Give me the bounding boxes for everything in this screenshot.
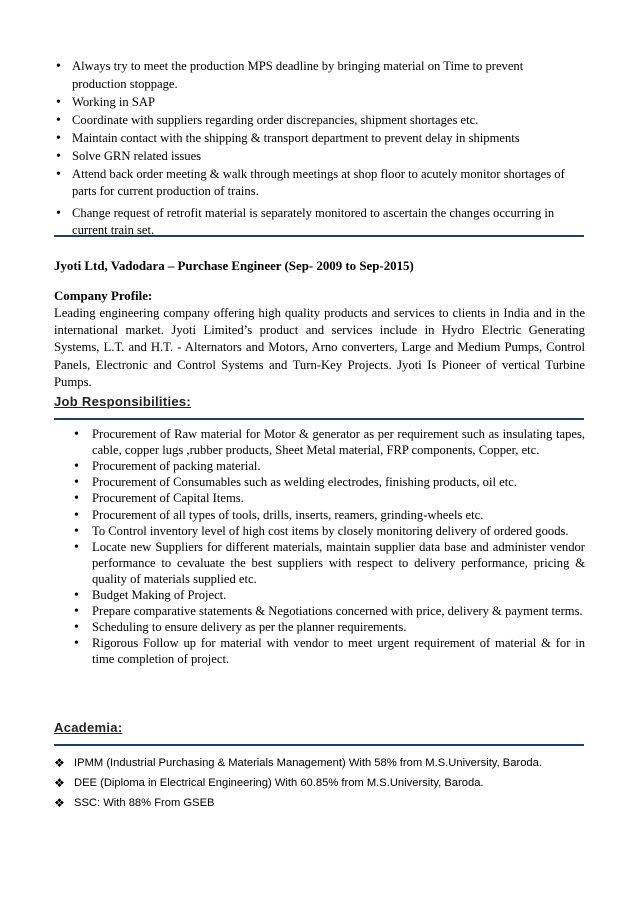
list-item: • Maintain contact with the shipping & transport department to prevent delay in shipments [56, 130, 576, 148]
diamond-bullet-icon: ❖ [54, 796, 65, 810]
responsibilities-list [74, 427, 585, 668]
job-title: Jyoti Ltd, Vadodara – Purchase Engineer (Sep- 2009 to Sep-2015) [54, 259, 414, 273]
list-item: • Procurement of packing material. [74, 459, 585, 475]
list-item: • Always try to meet the production MPS deadline by bringing material on Time to prevent production stoppage. [56, 58, 576, 93]
list-item: • Procurement of all types of tools, drills, inserts, reamers, grinding-wheels etc. [74, 508, 585, 524]
list-item: • To Control inventory level of high cost items by closely monitoring delivery of ordered goods. [74, 524, 585, 540]
list-item: • Change request of retrofit material is separately monitored to ascertain the changes occurring in current train set. [56, 205, 576, 240]
list-item: • Procurement of Consumables such as welding electrodes, finishing products, oil etc. [74, 475, 585, 491]
section-divider [54, 418, 584, 420]
list-item: • Working in SAP [56, 94, 576, 112]
company-profile-text: Leading engineering company offering high quality products and services to clients in India and in the international market. Jyoti Limited’s product and services include in Hydro Electric Generating Systems, L.T. and H.T. - Alternators and Motors, Arno converters, Large and Medium Pumps, Control Panels, Electronic and Control Systems and Turn-Key Projects. Jyoti Is Pioneer of vertical Turbine Pumps. [54, 306, 585, 389]
list-item: • Attend back order meeting & walk through meetings at shop floor to acutely monitor shortages of parts for current production of trains. [56, 166, 576, 201]
section-divider [54, 235, 584, 237]
academia-entry: DEE (Diploma in Electrical Engineering) With 60.85% from M.S.University, Baroda. [74, 777, 484, 789]
list-item: • Coordinate with suppliers regarding order discrepancies, shipment shortages etc. [56, 112, 576, 130]
list-item [54, 753, 594, 773]
academia-list [54, 753, 594, 813]
section-divider [54, 744, 584, 746]
job-responsibilities-heading: Job Responsibilities: [54, 394, 192, 409]
list-item [54, 793, 594, 813]
list-item: • Solve GRN related issues [56, 148, 576, 166]
list-item: • Procurement of Capital Items. [74, 491, 585, 507]
list-item: • Scheduling to ensure delivery as per the planner requirements. [74, 620, 585, 636]
academia-heading: Academia: [54, 720, 123, 735]
diamond-bullet-icon: ❖ [54, 776, 65, 790]
list-item: • Procurement of Raw material for Motor & generator as per requirement such as insulating tapes, cable, copper lugs ,rubber products, Sheet Metal material, FRP components, Copper, etc. [74, 427, 585, 459]
company-profile-heading: Company Profile: [54, 289, 153, 303]
diamond-bullet-icon: ❖ [54, 756, 65, 770]
academia-entry: IPMM (Industrial Purchasing & Materials Management) With 58% from M.S.University, Baroda. [74, 757, 542, 769]
list-item: • Locate new Suppliers for different materials, maintain supplier data base and administer vendor performance to cevaluate the best suppliers with respect to delivery performance, pricing & quality of materials supplied etc. [74, 540, 585, 587]
academia-entry: SSC: With 88% From GSEB [74, 797, 215, 809]
previous-job-duties-list [56, 58, 576, 240]
list-item: • Prepare comparative statements & Negotiations concerned with price, delivery & payment terms. [74, 604, 585, 620]
list-item: • Rigorous Follow up for material with vendor to meet urgent requirement of material & for in time completion of project. [74, 636, 585, 668]
list-item: • Budget Making of Project. [74, 588, 585, 604]
list-item [54, 773, 594, 793]
